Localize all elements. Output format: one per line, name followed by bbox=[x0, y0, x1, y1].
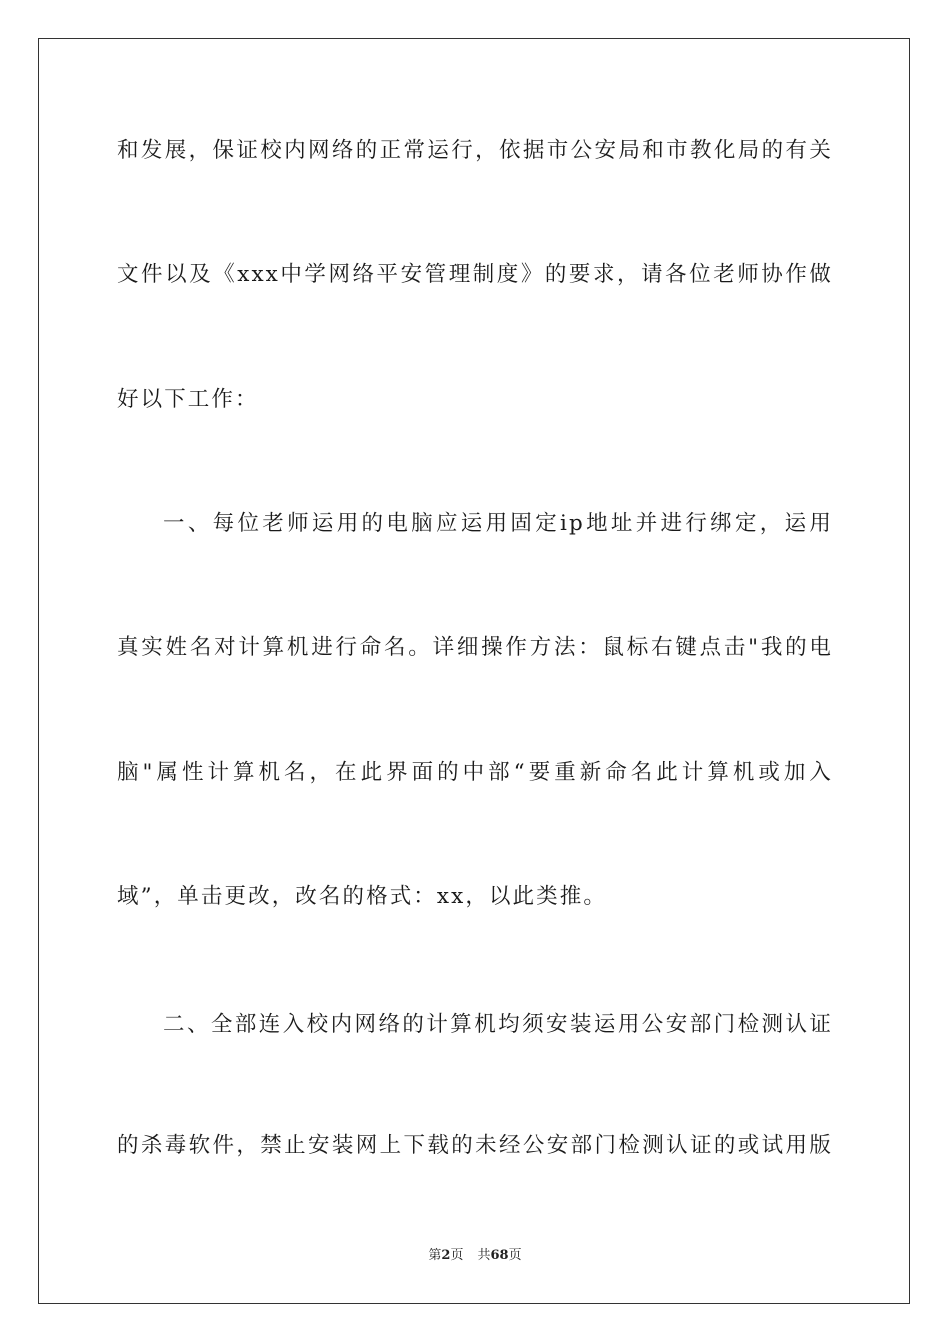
body-line-2: 文件以及《xxx中学网络平安管理制度》的要求，请各位老师协作做 bbox=[117, 262, 833, 287]
page-footer bbox=[0, 1247, 950, 1265]
page-border bbox=[38, 38, 910, 1304]
page-prefix: 第 bbox=[428, 1248, 442, 1263]
page-suffix: 页 bbox=[450, 1248, 464, 1263]
body-line-4: 一、每位老师运用的电脑应运用固定ip地址并进行绑定，运用 bbox=[163, 511, 833, 536]
total-prefix: 共 bbox=[477, 1248, 491, 1263]
body-line-7: 域”，单击更改，改名的格式：xx，以此类推。 bbox=[117, 884, 607, 909]
body-line-6: 脑"属性计算机名，在此界面的中部“要重新命名此计算机或加入 bbox=[117, 760, 833, 785]
body-line-5: 真实姓名对计算机进行命名。详细操作方法：鼠标右键点击"我的电 bbox=[117, 635, 833, 660]
body-line-8: 二、全部连入校内网络的计算机均须安装运用公安部门检测认证 bbox=[163, 1012, 833, 1037]
total-pages: 68 bbox=[490, 1248, 509, 1263]
body-line-3: 好以下工作： bbox=[117, 387, 259, 412]
body-line-9: 的杀毒软件，禁止安装网上下载的未经公安部门检测认证的或试用版 bbox=[117, 1133, 833, 1158]
page-number: 2 bbox=[441, 1248, 451, 1263]
body-line-1: 和发展，保证校内网络的正常运行，依据市公安局和市教化局的有关 bbox=[117, 138, 833, 163]
total-suffix: 页 bbox=[508, 1248, 522, 1263]
